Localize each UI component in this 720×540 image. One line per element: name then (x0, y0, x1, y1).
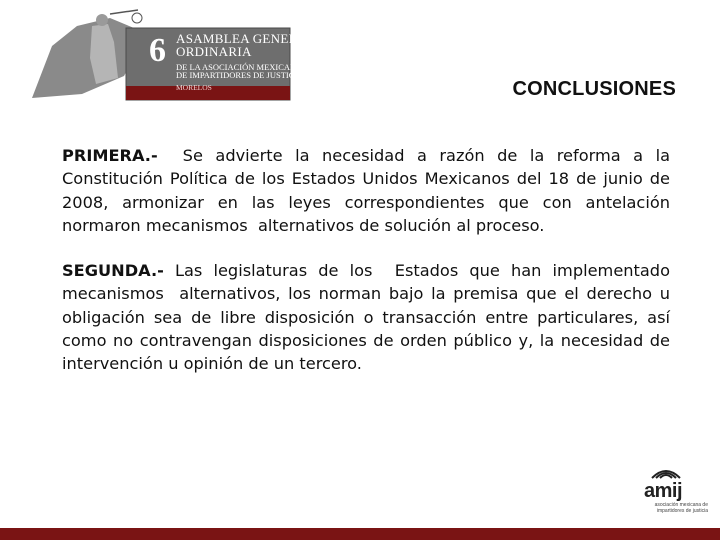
paragraph-segunda (62, 259, 676, 375)
page-title: CONCLUSIONES (512, 78, 676, 100)
footer-bar (0, 528, 720, 540)
paragraph-primera (62, 144, 676, 237)
amij-subtitle-line-2: impartidores de justicia (656, 508, 708, 514)
logo-line-2: ORDINARIA (176, 44, 252, 60)
amij-stripes-icon (646, 462, 720, 482)
logo-line-4: DE IMPARTIDORES DE JUSTICIA (176, 70, 304, 81)
amij-logo (626, 462, 706, 522)
logo-line-3: DE LA ASOCIACIÓN MEXICANA (176, 61, 303, 72)
paragraph-lead: PRIMERA.- (62, 146, 158, 165)
logo-line-5: MORELOS (176, 82, 212, 92)
paragraph-text: Las legislaturas de los Estados que han implementado mecanismos alternativos, los norman bajo la premisa que el derecho u obligación sea de libre disposición o transacción entre particulares, así como no contravengan disposiciones de orden público y, la necesidad de intervención u opinión de un tercero. (62, 261, 676, 374)
conclusions-body (62, 144, 676, 398)
logo-line-1: ASAMBLEA GENERAL (176, 31, 316, 46)
paragraph-lead: SEGUNDA.- (62, 261, 164, 281)
assembly-number: 6 (149, 32, 166, 69)
assembly-logo (22, 6, 316, 106)
amij-subtitle-line-1: asociación mexicana de (654, 502, 708, 508)
paragraph-text: Se advierte la necesidad a razón de la reforma a la Constitución Política de los Estados Unidos Mexicanos del 18 de junio de 2008, armonizar en las leyes correspondientes que con antelación normaron mecanismos alternativos de solución al proceso. (62, 146, 676, 235)
amij-subtitle (628, 502, 708, 514)
amij-wordmark: amij (644, 480, 683, 502)
